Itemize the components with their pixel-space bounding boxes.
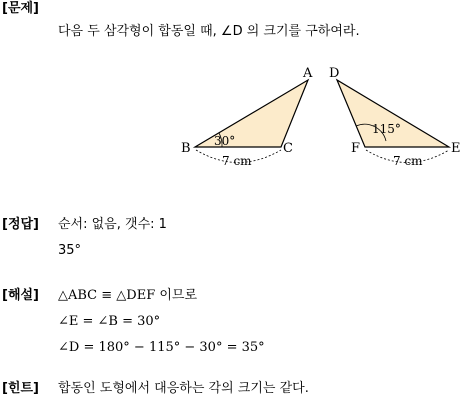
- explanation-line-3: ∠D = 180° − 115° − 30° = 35°: [58, 340, 265, 355]
- vertex-b-label: B: [181, 141, 191, 156]
- vertex-a-label: A: [303, 66, 313, 81]
- vertex-e-label: E: [451, 141, 461, 156]
- problem-tag: [문제]: [2, 1, 39, 16]
- side-fe-label: 7 cm: [393, 154, 423, 168]
- vertex-f-label: F: [351, 141, 361, 156]
- side-bc-label: 7 cm: [222, 154, 252, 168]
- answer-tag: [정답]: [2, 217, 39, 232]
- vertex-c-label: C: [283, 141, 293, 156]
- explanation-tag: [해설]: [2, 288, 39, 303]
- triangle-def: [337, 80, 449, 147]
- answer-line-1: 순서: 없음, 갯수: 1: [58, 217, 167, 232]
- hint-text: 합동인 도형에서 대응하는 각의 크기는 같다.: [58, 381, 309, 396]
- explanation-line-1: △ABC ≡ △DEF 이므로: [58, 288, 198, 303]
- hint-tag: [힌트]: [2, 381, 39, 396]
- explanation-line-2: ∠E = ∠B = 30°: [58, 314, 161, 329]
- problem-text: 다음 두 삼각형이 합동일 때, ∠D 의 크기를 구하여라.: [58, 24, 360, 39]
- vertex-d-label: D: [329, 66, 340, 81]
- triangle-abc: [195, 80, 308, 147]
- angle-b-label: 30°: [214, 134, 236, 148]
- answer-line-2: 35°: [58, 243, 82, 258]
- angle-f-label: 115°: [372, 122, 401, 136]
